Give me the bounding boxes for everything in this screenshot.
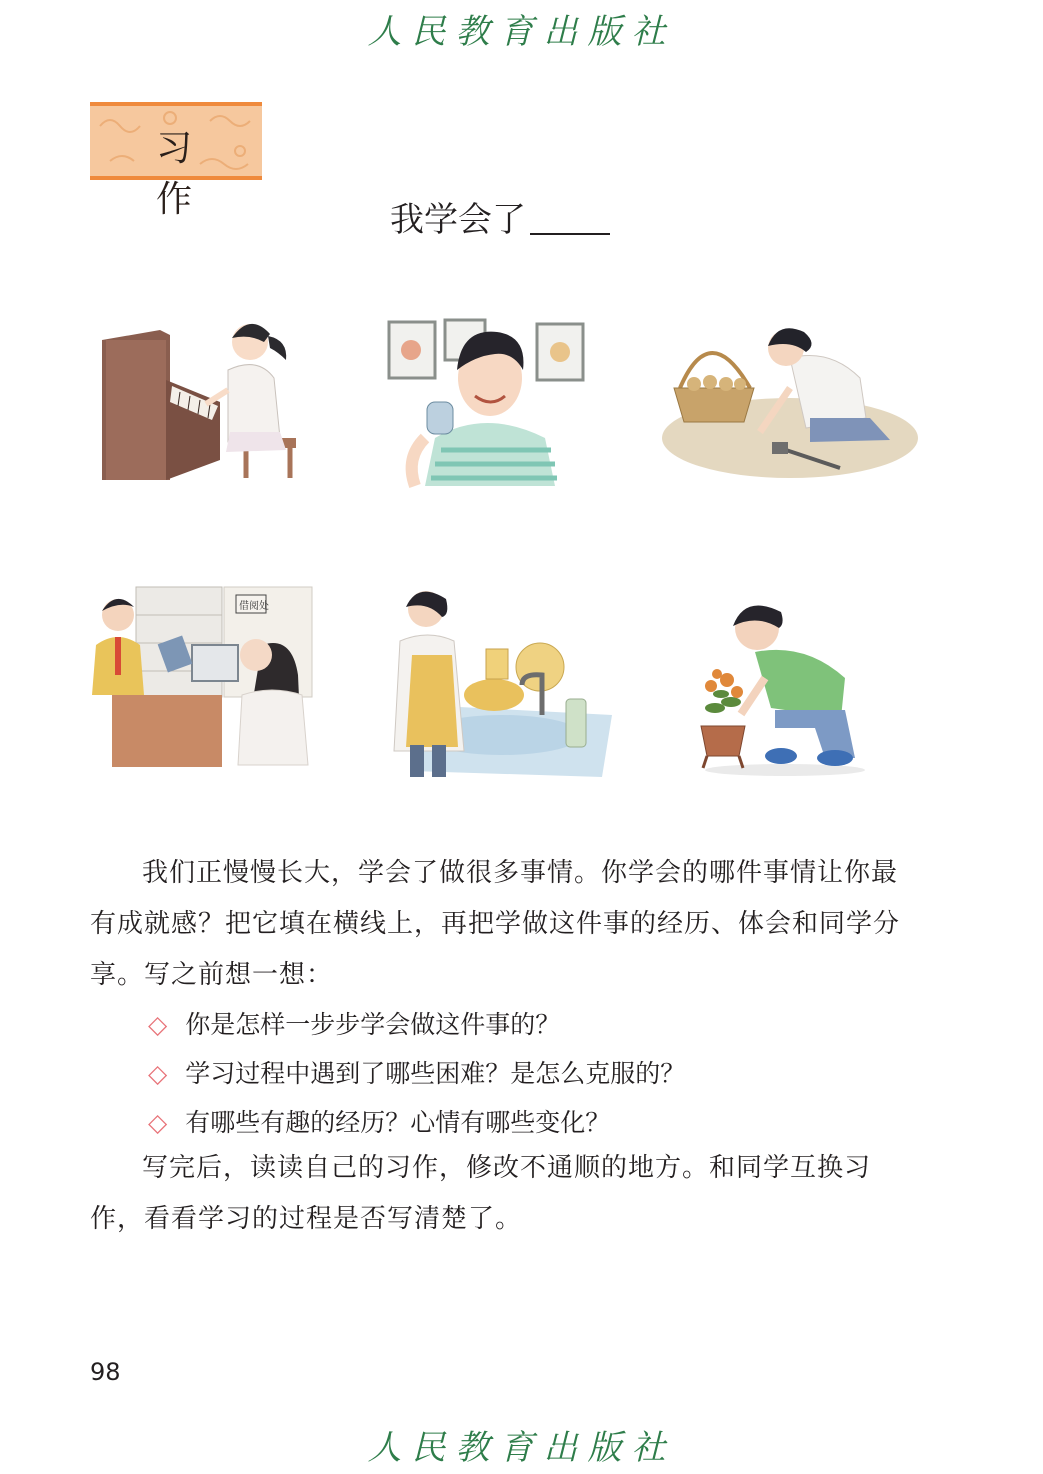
diamond-bullet-icon: ◇ xyxy=(148,1108,168,1137)
publisher-header: 人民教育出版社 xyxy=(367,12,676,52)
publisher-footer: 人民教育出版社 xyxy=(367,1428,676,1468)
question-text: 学习过程中遇到了哪些困难？是怎么克服的？ xyxy=(185,1059,686,1088)
page-title xyxy=(0,192,1000,241)
instruction-paragraph xyxy=(90,848,920,1001)
title-blank-line xyxy=(530,203,610,235)
woman-washing-dishes-illustration xyxy=(382,585,622,785)
revision-paragraph xyxy=(90,1143,920,1245)
question-text: 有哪些有趣的经历？心情有哪些变化？ xyxy=(185,1108,611,1137)
girl-digging-potatoes-illustration xyxy=(660,318,920,488)
title-text: 我学会了 xyxy=(390,200,526,240)
question-item xyxy=(148,1098,908,1147)
instruction-text: 我们正慢慢长大，学会了做很多事情。你学会的哪件事情让你最有成就感？把它填在横线上，再把学做这件事的经历、体会和同学分享。写之前想一想： xyxy=(90,858,901,990)
boy-caring-for-plant-illustration xyxy=(695,598,870,778)
girl-playing-piano-illustration xyxy=(100,310,310,490)
diamond-bullet-icon: ◇ xyxy=(148,1010,168,1039)
section-tag-label: 习 作 xyxy=(155,128,222,220)
page-number: 98 xyxy=(90,1358,121,1386)
library-sign-text: 借阅处 xyxy=(239,601,269,612)
guiding-questions-list xyxy=(148,1000,908,1147)
boy-borrowing-books-illustration xyxy=(92,585,317,775)
revision-text: 写完后，读读自己的习作，修改不通顺的地方。和同学互换习作，看看学习的过程是否写清楚了。 xyxy=(90,1153,872,1234)
boy-washing-cup-illustration xyxy=(385,318,595,488)
diamond-bullet-icon: ◇ xyxy=(148,1059,168,1088)
question-item xyxy=(148,1049,908,1098)
question-item xyxy=(148,1000,908,1049)
question-text: 你是怎样一步步学会做这件事的？ xyxy=(185,1010,561,1039)
section-tag xyxy=(90,102,262,220)
